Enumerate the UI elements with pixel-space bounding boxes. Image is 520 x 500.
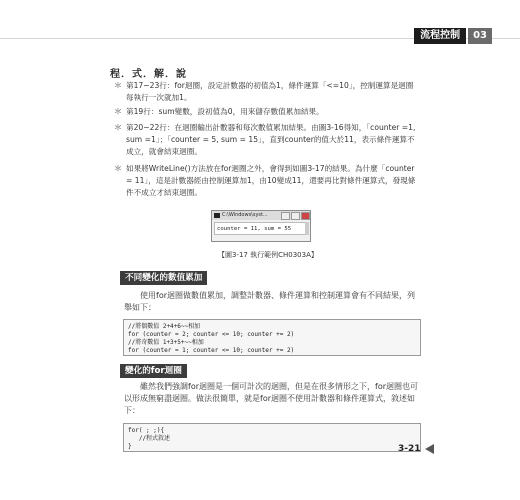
page-number: 3-21 [398,444,421,454]
section-heading [120,364,187,378]
console-output: counter = 11, sum = 55 [214,222,306,235]
figure-caption: 【圖3-17 執行範例CH0303A】 [218,251,318,259]
console-icon [214,213,220,218]
note-text: 第19行：sum變數，設初值為0，用來儲存數值累加結果。 [126,107,324,116]
note-item [114,122,418,158]
code-block: for( ; ;){ //程式敘述 } [123,423,421,452]
chapter-title: 流程控制 [414,28,466,44]
minimize-icon [281,212,290,220]
star-bullet-icon: ＊ [114,164,122,173]
note-item [114,80,418,104]
page-arrow-icon [425,444,434,454]
close-icon [301,212,310,220]
page-footer [398,444,434,454]
section-title: 不同變化的數值累加 [120,271,207,285]
star-bullet-icon: ＊ [114,123,122,132]
note-text: 第17~23行：for迴圈，設定計數器的初值為1，條件運算「<=10」，控制運算是迴圈每執行一次就加1。 [126,81,414,102]
section-heading [120,271,207,285]
note-item [114,106,418,118]
star-bullet-icon: ＊ [114,81,122,90]
maximize-icon [291,212,300,220]
chapter-number: 03 [468,28,492,44]
note-item [114,163,418,199]
console-scrollbar [305,222,309,235]
section-title: 變化的for迴圈 [120,364,187,378]
note-text: 第20~22行：在迴圈輸出計數器和每次數值累加結果。由圖3-16得知，「counter =1, sum =1」；「counter = 5, sum = 15」，直到counter的值大於11，表示條件運算不成立，就會結束迴圈。 [126,123,416,156]
window-controls [280,212,310,220]
star-bullet-icon: ＊ [114,107,122,116]
code-block: //將偶數值 2+4+6~~相加 for (counter = 2; counter <= 10; counter += 2) //將奇數值 1+3+5+~~相加 for (counter = 1; counter <= 10; counter += 2) [123,319,421,356]
section-paragraph: 使用for迴圈做數值累加，調整計數器、條件運算和控制運算會有不同結果，列舉如下： [124,291,415,312]
console-titlebar [212,211,310,220]
running-header [414,28,492,44]
note-text: 如果將WriteLine()方法放在for迴圈之外，會得到如圖3-17的結果。為什麼「counter = 11」，這是計數器經由控制運算加1，由10變成11，還要再比對條件運算式，發現條件不成立才結束迴圈。 [126,164,416,197]
console-window [211,210,311,242]
console-title: C:\Windows\syst... [222,212,268,218]
section-paragraph: 雖然我們強調for迴圈是一個可計次的迴圈，但是在很多情形之下，for迴圈也可以形成無窮盡迴圈。做法很簡單，就是for迴圈不使用計數器和條件運算式，敘述如下： [124,382,418,415]
analysis-heading: 程．式．解．說 [110,69,187,80]
